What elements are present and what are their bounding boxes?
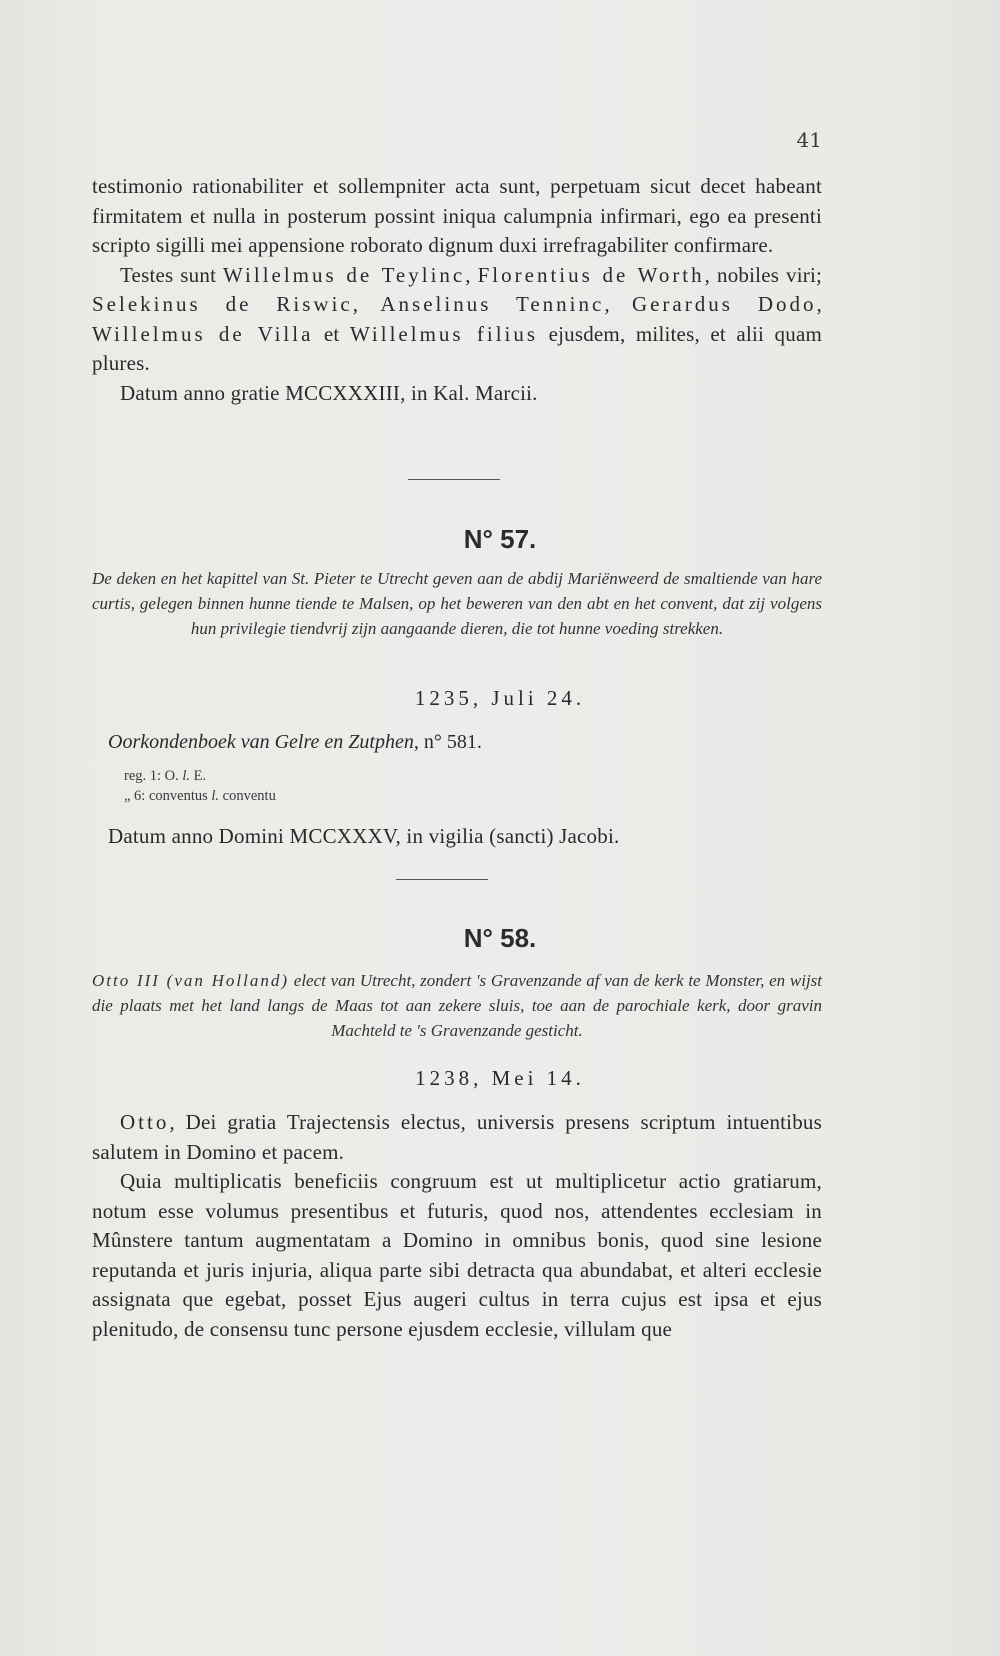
document-58-date: 1238, Mei 14. (415, 1066, 585, 1090)
witnesses-tail: ejusdem, milites, et alii quam plures. (92, 321, 822, 375)
section-divider (408, 479, 500, 480)
document-57-datum-block (108, 822, 828, 852)
witness-name: Selekinus de Riswic (92, 292, 353, 316)
document-57-source (108, 731, 482, 754)
source-number: n° 581. (423, 731, 482, 753)
witness-name: Willelmus filius (349, 321, 539, 346)
document-57-date: 1235, Juli 24. (414, 686, 586, 710)
witness-name: Willelmus de Teylinc (223, 262, 466, 287)
continuation-paragraph: testimonio rationabiliter et sollempniter acta sunt, perpetuam sicut decet habeant firmitatem et nulla in posterum possint iniqua calumpnia infirmari, ego ea presenti scripto sigilli mei appensione roborato dignum duxi irrefragabiliter confirmare. (92, 174, 822, 257)
text-note: „ 6: conventus l. conventu (124, 788, 276, 804)
continuation-text (92, 172, 822, 408)
section-divider (396, 879, 488, 880)
document-number-57: N° 57. (463, 524, 537, 554)
opening-name: Otto (120, 1110, 170, 1134)
text-note: reg. 1: O. l. E. (124, 768, 207, 784)
witnesses-paragraph: Testes sunt Willelmus de Teylinc, Florentius de Worth, nobiles viri; Selekinus de Riswic, Anselinus Tenninc, Gerardus Dodo, Willelmus de Villa et Willelmus filius ejusdem, milites, et alii quam plures. (92, 262, 823, 375)
witness-name: Anselinus Tenninc (380, 292, 605, 316)
witnesses-title: nobiles viri; (717, 262, 823, 287)
summary-rest: elect van Utrecht, zondert 's Gravenzande af van de kerk te Monster, en wijst die plaats met het land langs de Maas tot aan zekere sluis, toe aan de parochiale kerk, door gravin Machteld te 's Gravenzande gesticht. (92, 971, 823, 1040)
opening-rest: , Dei gratia Trajectensis electus, universis presens scriptum intuentibus salutem in Domino et pacem. (92, 1110, 822, 1164)
opening-paragraph (92, 1108, 822, 1167)
main-paragraph: Quia multiplicatis beneficiis congruum est ut multiplicetur actio gratiarum, notum esse volumus presentibus et futuris, quod nos, attendentes ecclesiam in Mûnstere tantum augmentatam a Domino in omnibus bonis, quod sine lesione reputanda et juris injuria, aliqua parte sibi detracta qua abundabat, et alteri ecclesie assignata que egebat, posset Ejus augeri cultus in terra cujus est ipsa et ejus plenitudo, de consensu tunc persone ejusdem ecclesie, villulam que (92, 1169, 822, 1341)
witness-name: Gerardus Dodo (631, 292, 817, 316)
datum-line: Datum anno gratie MCCXXXIII, in Kal. Marcii. (120, 380, 538, 405)
source-title: Oorkondenboek van Gelre en Zutphen, (108, 731, 419, 753)
page-number: 41 (796, 128, 822, 152)
document-58-summary (92, 968, 822, 1043)
document-57-notes (124, 766, 276, 806)
document-57-datum: Datum anno Domini MCCXXXV, in vigilia (sancti) Jacobi. (108, 824, 620, 848)
document-57-summary: De deken en het kapittel van St. Pieter te Utrecht geven aan de abdij Mariënweerd de smaltiende van hare curtis, gelegen binnen hunne tiende te Malsen, op het beweren van den abt en het convent, dat zij volgens hun privilegie tiendvrij zijn aangaande dieren, die tot hunne voeding strekken. (92, 569, 822, 638)
document-number-58: N° 58. (463, 923, 537, 953)
document-58-text (92, 1108, 822, 1344)
witnesses-lead: Testes sunt (120, 262, 217, 287)
witness-name: Florentius de Worth (477, 262, 705, 287)
witness-conjunction: et (323, 321, 340, 346)
witness-name: Willelmus de Villa (92, 321, 314, 346)
summary-name: Otto III (van Holland) (92, 971, 290, 990)
